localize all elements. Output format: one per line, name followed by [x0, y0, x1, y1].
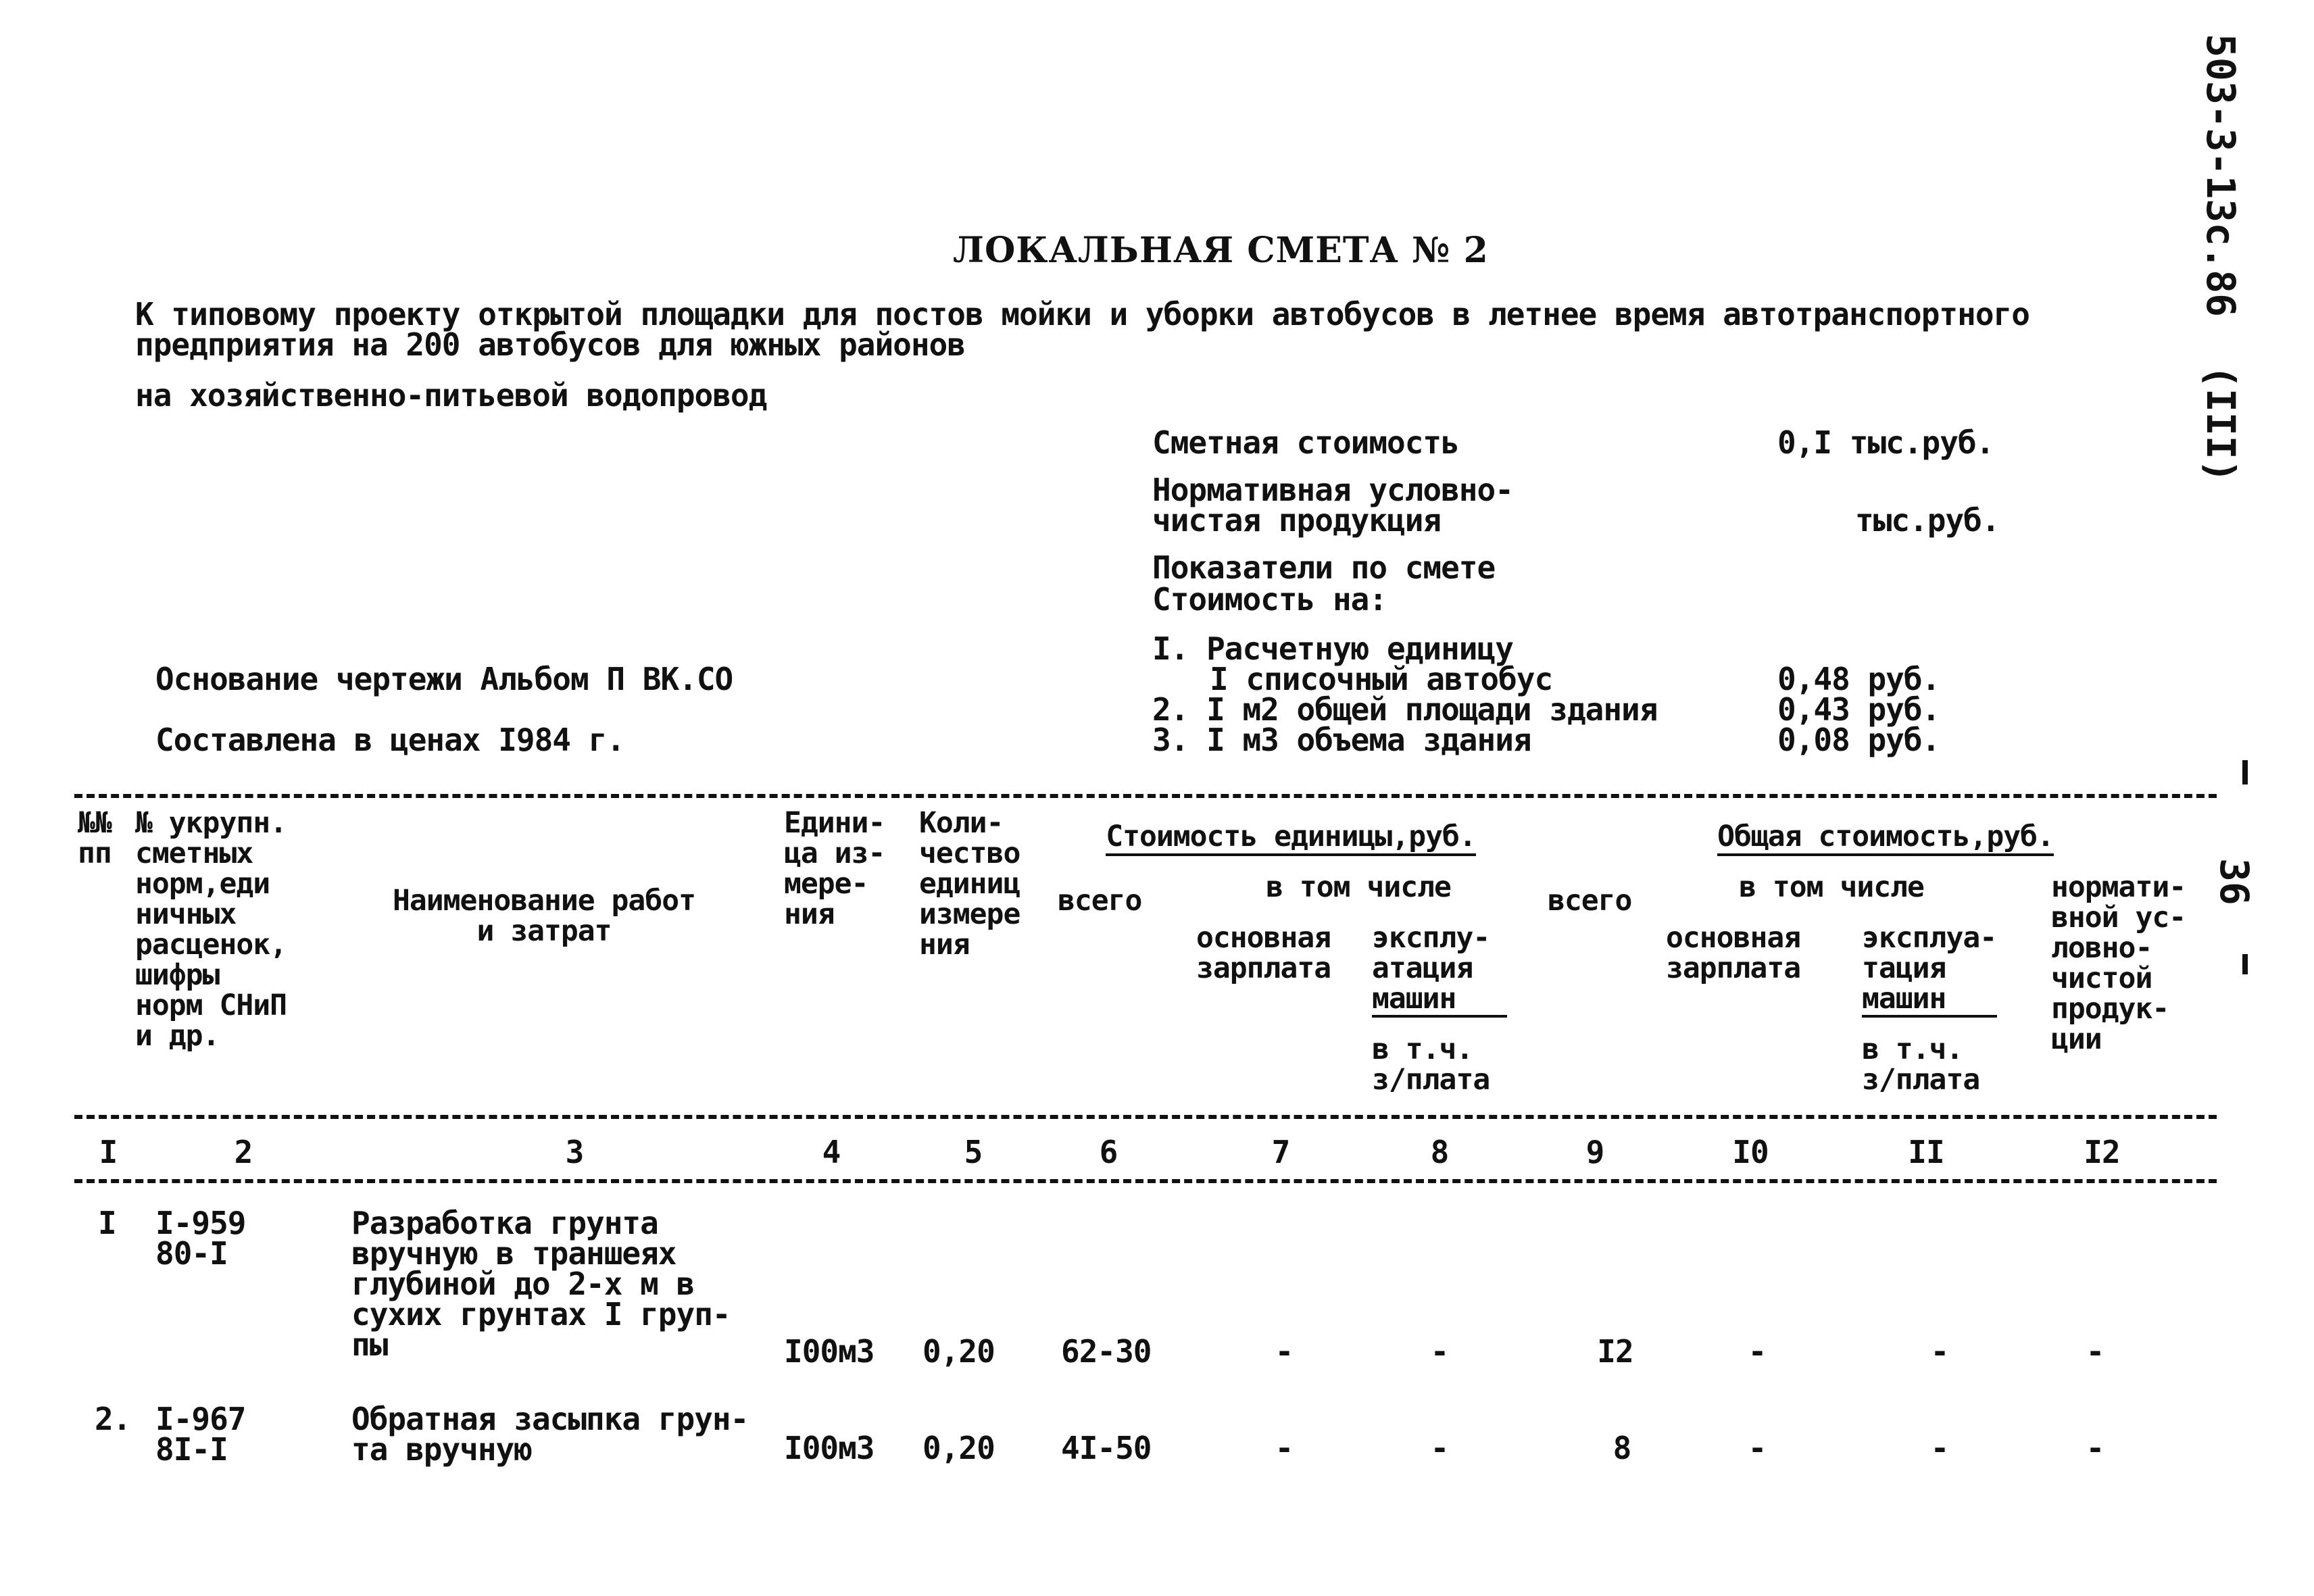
header-total-mach-line: эксплуа-	[1862, 921, 1997, 955]
row-col7: -	[1275, 1333, 1294, 1370]
norm-label-2: чистая продукция	[1152, 502, 1442, 539]
header-col2-line: ничных	[135, 897, 237, 931]
header-col12-line: ловно-	[2051, 931, 2152, 965]
header-total-mach-line: тация	[1862, 951, 1946, 985]
header-total-incl: в том числе	[1739, 870, 1924, 904]
row-name-line: Разработка грунта	[351, 1205, 658, 1241]
col-number: 4	[822, 1134, 841, 1170]
header-col2-line: и др.	[135, 1019, 220, 1053]
table-rule-top	[74, 794, 2217, 798]
row-name-line: Обратная засыпка грун-	[351, 1401, 749, 1437]
row-qty: 0,20	[922, 1430, 995, 1466]
col-number: I2	[2084, 1134, 2120, 1170]
row-total: 8	[1613, 1430, 1631, 1466]
header-col4-line: ния	[784, 897, 835, 931]
col-number: 2	[234, 1134, 253, 1170]
row-code-line: 8I-I	[155, 1431, 228, 1468]
row-col8: -	[1430, 1430, 1449, 1466]
header-col5-line: чество	[919, 837, 1020, 870]
col-number: 3	[565, 1134, 584, 1170]
intro-line-2: предприятия на 200 автобусов для южных районов	[135, 326, 965, 363]
row-name-line: сухих грунтах I груп-	[351, 1296, 731, 1332]
header-col5-line: Коли-	[919, 806, 1004, 840]
row-name-line: та вручную	[351, 1431, 532, 1468]
row-unit: I00м3	[784, 1333, 875, 1370]
header-total-wage-line: зарплата	[1666, 951, 1801, 985]
indicator-1-value: 0,48 руб.	[1777, 661, 1940, 697]
col-number: 6	[1099, 1134, 1118, 1170]
header-col12-line: чистой	[2051, 962, 2152, 995]
row-code-line: 80-I	[155, 1235, 228, 1272]
side-code: 503-3-13с.86	[2198, 34, 2244, 318]
header-col3-line: и затрат	[476, 914, 612, 948]
header-total-wage-line: основная	[1666, 921, 1801, 955]
row-qty: 0,20	[922, 1333, 995, 1370]
table-rule-header-bottom	[74, 1115, 2217, 1119]
row-col12: -	[2086, 1333, 2104, 1370]
header-unit-mach-line: атация	[1372, 951, 1473, 985]
row-unit: I00м3	[784, 1430, 875, 1466]
row-col11: -	[1930, 1430, 1949, 1466]
header-unit-mach-line: эксплу-	[1372, 921, 1490, 955]
row-col7: -	[1275, 1430, 1294, 1466]
indicator-3-value: 0,08 руб.	[1777, 722, 1940, 758]
margin-mark-top	[2242, 760, 2248, 784]
header-col4-line: ца из-	[784, 837, 885, 870]
row-col10: -	[1748, 1430, 1767, 1466]
row-number: I	[98, 1205, 116, 1241]
side-part: (III)	[2198, 365, 2244, 483]
prices-line: Составлена в ценах I984 г.	[155, 722, 625, 758]
indicators-label: Показатели по смете	[1152, 549, 1496, 586]
header-col4-line: мере-	[784, 867, 868, 901]
col-number: 7	[1271, 1134, 1290, 1170]
header-col3-line: Наименование работ	[393, 884, 695, 918]
header-col2-line: расценок,	[135, 928, 287, 962]
row-name-line: глубиной до 2-х м в	[351, 1266, 695, 1302]
intro-line-3: на хозяйственно-питьевой водопровод	[135, 377, 767, 414]
header-total-incl-wage-line: в т.ч.	[1862, 1032, 1963, 1066]
indicator-3: 3. I м3 объема здания	[1152, 722, 1531, 758]
intro-line-1: К типовому проекту открытой площадки для постов мойки и уборки автобусов в летнее время автотранспортного	[135, 296, 2029, 332]
document-title: ЛОКАЛЬНАЯ СМЕТА № 2	[953, 230, 1489, 271]
cost-label: Сметная стоимость	[1152, 424, 1459, 461]
header-col12-line: ции	[2051, 1022, 2102, 1056]
cost-on-label: Стоимость на:	[1152, 581, 1387, 618]
indicator-2: 2. I м2 общей площади здания	[1152, 691, 1658, 728]
header-col2-line: № укрупн.	[135, 806, 287, 840]
row-name-line: пы	[351, 1326, 388, 1363]
row-unit-total: 4I-50	[1061, 1430, 1152, 1466]
row-col8: -	[1430, 1333, 1449, 1370]
col-number: I0	[1732, 1134, 1769, 1170]
basis-line: Основание чертежи Альбом П ВК.СО	[155, 661, 733, 697]
header-col5-line: измере	[919, 897, 1020, 931]
header-unit-incl-wage-line: в т.ч.	[1372, 1032, 1473, 1066]
row-total: I2	[1597, 1333, 1633, 1370]
header-unit-cost-text: Стоимость единицы,руб.	[1106, 820, 1476, 856]
col-number: 9	[1585, 1134, 1604, 1170]
row-number: 2.	[95, 1401, 131, 1437]
header-unit-cost	[1054, 821, 1527, 853]
row-code-line: I-967	[155, 1401, 246, 1437]
row-col12: -	[2086, 1430, 2104, 1466]
cost-value: 0,I тыс.руб.	[1777, 424, 1994, 461]
header-col4-line: Едини-	[784, 806, 885, 840]
header-col1-a: №№	[78, 806, 112, 840]
row-code-line: I-959	[155, 1205, 246, 1241]
header-unit-incl: в том числе	[1266, 870, 1451, 904]
header-col2-line: норм,еди	[135, 867, 270, 901]
header-col5-line: единиц	[919, 867, 1020, 901]
row-col11: -	[1930, 1333, 1949, 1370]
header-total-cost	[1622, 821, 2149, 853]
header-col2-line: шифры	[135, 958, 220, 992]
table-rule-numbers-bottom	[74, 1179, 2217, 1183]
header-col12-line: нормати-	[2051, 870, 2186, 904]
header-total-incl-wage-line: з/плата	[1862, 1063, 1980, 1097]
col-number: 8	[1430, 1134, 1449, 1170]
indicator-2-value: 0,43 руб.	[1777, 691, 1940, 728]
header-col12-line: продук-	[2051, 992, 2169, 1026]
header-unit-incl-wage-line: з/плата	[1372, 1063, 1490, 1097]
header-col2-line: норм СНиП	[135, 989, 287, 1022]
margin-mark-bottom	[2242, 954, 2248, 974]
header-col1-b: пп	[78, 837, 112, 870]
header-unit-wage-line: основная	[1196, 921, 1331, 955]
row-col10: -	[1748, 1333, 1767, 1370]
header-unit-wage-line: зарплата	[1196, 951, 1331, 985]
header-total-mach-line: машин	[1862, 983, 1997, 1018]
header-col12-line: вной ус-	[2051, 901, 2186, 934]
header-total-cost-text: Общая стоимость,руб.	[1717, 820, 2054, 856]
col-number: 5	[964, 1134, 983, 1170]
header-total-total: всего	[1548, 884, 1632, 918]
col-number: I	[99, 1134, 118, 1170]
header-unit-total: всего	[1058, 884, 1142, 918]
norm-label-1: Нормативная условно-	[1152, 472, 1513, 508]
header-unit-mach-line: машин	[1372, 983, 1507, 1018]
indicator-1b: I списочный автобус	[1210, 661, 1553, 697]
page-number: 36	[2211, 858, 2257, 905]
col-number: II	[1908, 1134, 1944, 1170]
header-col2-line: сметных	[135, 837, 253, 870]
row-name-line: вручную в траншеях	[351, 1235, 676, 1272]
norm-value: тыс.руб.	[1855, 502, 2000, 539]
row-unit-total: 62-30	[1061, 1333, 1152, 1370]
header-col5-line: ния	[919, 928, 970, 962]
indicator-1a: I. Расчетную единицу	[1152, 630, 1513, 667]
